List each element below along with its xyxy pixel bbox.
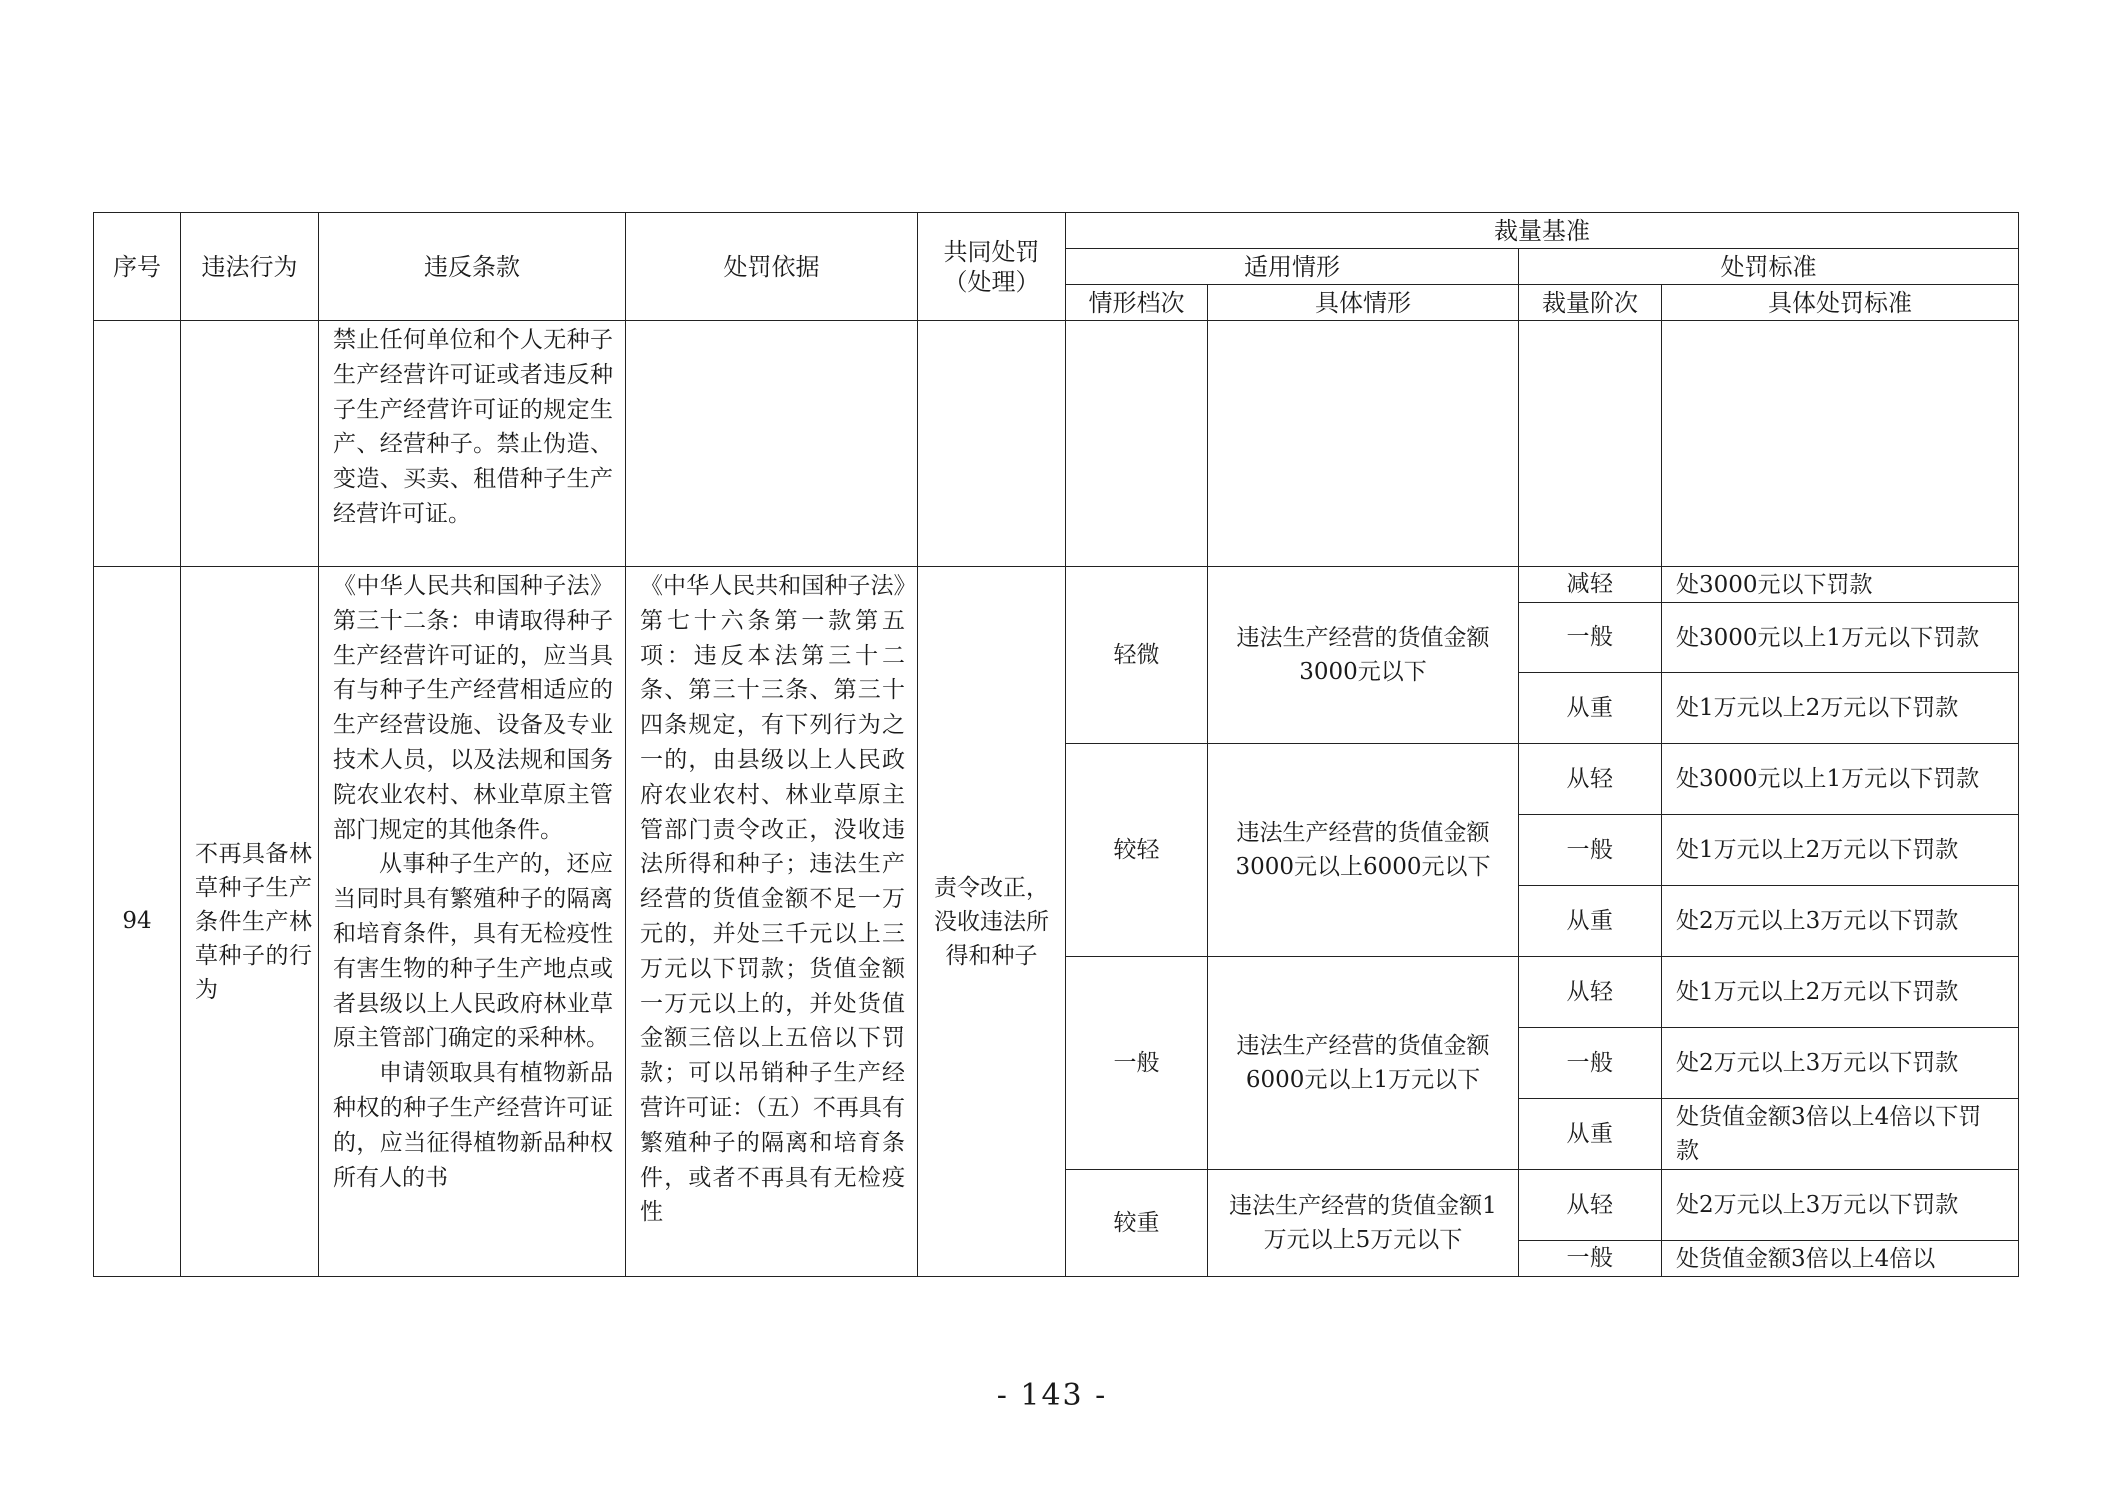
penalty-cell: 处3000元以上1万元以下罚款 (1662, 603, 2019, 673)
header-common-line1: 共同处罚 (943, 237, 1040, 266)
degree-cell: 从重 (1519, 1099, 1662, 1170)
header-penalty: 具体处罚标准 (1662, 285, 2019, 321)
row-basis: 《中华人民共和国种子法》第七十六条第一款第五项：违反本法第三十二条、第三十三条、第三十四条规定，有下列行为之一的，由县级以上人民政府农业农村、林业草原主管部门责令改正，没收违法所得和种子；违法生产经营的货值金额不足一万元的，并处三千元以上三万元以下罚款；货值金额一万元以上的，并处货值金额三倍以上五倍以下罚款；可以吊销种子生产经营许可证：（五）不再具有繁殖种子的隔离和培育条件，或者不再具有无检疫性 (626, 567, 918, 1277)
header-basis: 处罚依据 (626, 213, 918, 321)
penalty-cell: 处3000元以上1万元以下罚款 (1662, 744, 2019, 815)
penalty-cell: 处3000元以下罚款 (1662, 567, 2019, 603)
row-seq: 94 (94, 567, 181, 1277)
degree-cell: 一般 (1519, 815, 1662, 886)
penalty-cell: 处2万元以上3万元以下罚款 (1662, 886, 2019, 957)
continued-basis (626, 321, 918, 567)
clause-paragraph: 从事种子生产的，还应当同时具有繁殖种子的隔离和培育条件，具有无检疫性有害生物的种子生产地点或者县级以上人民政府林业草原主管部门确定的采种林。 (333, 851, 613, 1052)
header-seq: 序号 (94, 213, 181, 321)
continued-clause: 禁止任何单位和个人无种子生产经营许可证或者违反种子生产经营许可证的规定生产、经营种子。禁止伪造、变造、买卖、租借种子生产经营许可证。 (319, 321, 626, 567)
degree-cell: 一般 (1519, 1241, 1662, 1277)
continued-behavior (181, 321, 319, 567)
clause-paragraph: 《中华人民共和国种子法》第三十二条：申请取得种子生产经营许可证的，应当具有与种子生产经营相适应的生产经营设施、设备及专业技术人员，以及法规和国务院农业农村、林业草原主管部门规定的其他条件。 (333, 573, 613, 843)
degree-cell: 从轻 (1519, 744, 1662, 815)
continued-level (1066, 321, 1208, 567)
penalty-cell: 处1万元以上2万元以下罚款 (1662, 673, 2019, 744)
degree-cell: 减轻 (1519, 567, 1662, 603)
continued-common (918, 321, 1066, 567)
degree-cell: 一般 (1519, 603, 1662, 673)
level-cell: 较轻 (1066, 744, 1208, 957)
clause-paragraph: 申请领取具有植物新品种权的种子生产经营许可证的，应当征得植物新品种权所有人的书 (333, 1060, 613, 1191)
row-clause (319, 567, 626, 1277)
header-common-line2: （处理） (943, 267, 1040, 296)
detail-cell: 违法生产经营的货值金额3000元以下 (1208, 567, 1519, 744)
header-level: 情形档次 (1066, 285, 1208, 321)
row-behavior: 不再具备林草种子生产条件生产林草种子的行为 (181, 567, 319, 1277)
continued-detail (1208, 321, 1519, 567)
level-cell: 一般 (1066, 957, 1208, 1170)
continued-degree (1519, 321, 1662, 567)
header-detail: 具体情形 (1208, 285, 1519, 321)
level-cell: 较重 (1066, 1170, 1208, 1277)
row-common: 责令改正，没收违法所得和种子 (918, 567, 1066, 1277)
detail-cell: 违法生产经营的货值金额3000元以上6000元以下 (1208, 744, 1519, 957)
degree-cell: 从轻 (1519, 957, 1662, 1028)
degree-cell: 一般 (1519, 1028, 1662, 1099)
header-discretion: 裁量基准 (1066, 213, 2019, 249)
degree-cell: 从轻 (1519, 1170, 1662, 1241)
penalty-cell: 处1万元以上2万元以下罚款 (1662, 815, 2019, 886)
detail-cell: 违法生产经营的货值金额1万元以上5万元以下 (1208, 1170, 1519, 1277)
penalty-cell: 处货值金额3倍以上4倍以下罚款 (1662, 1099, 2019, 1170)
header-clause: 违反条款 (319, 213, 626, 321)
page-number: - 143 - (996, 1378, 1108, 1413)
penalty-cell: 处货值金额3倍以上4倍以 (1662, 1241, 2019, 1277)
level-cell: 轻微 (1066, 567, 1208, 744)
detail-cell: 违法生产经营的货值金额6000元以上1万元以下 (1208, 957, 1519, 1170)
header-common (918, 213, 1066, 321)
table-row-continued (94, 321, 2019, 567)
header-applicable: 适用情形 (1066, 249, 1519, 285)
continued-seq (94, 321, 181, 567)
penalty-cell: 处2万元以上3万元以下罚款 (1662, 1028, 2019, 1099)
header-standard: 处罚标准 (1519, 249, 2019, 285)
header-degree: 裁量阶次 (1519, 285, 1662, 321)
continued-penalty (1662, 321, 2019, 567)
table-row (94, 567, 2019, 603)
degree-cell: 从重 (1519, 673, 1662, 744)
discretion-standard-table (93, 212, 2019, 1277)
penalty-cell: 处2万元以上3万元以下罚款 (1662, 1170, 2019, 1241)
penalty-cell: 处1万元以上2万元以下罚款 (1662, 957, 2019, 1028)
header-behavior: 违法行为 (181, 213, 319, 321)
degree-cell: 从重 (1519, 886, 1662, 957)
